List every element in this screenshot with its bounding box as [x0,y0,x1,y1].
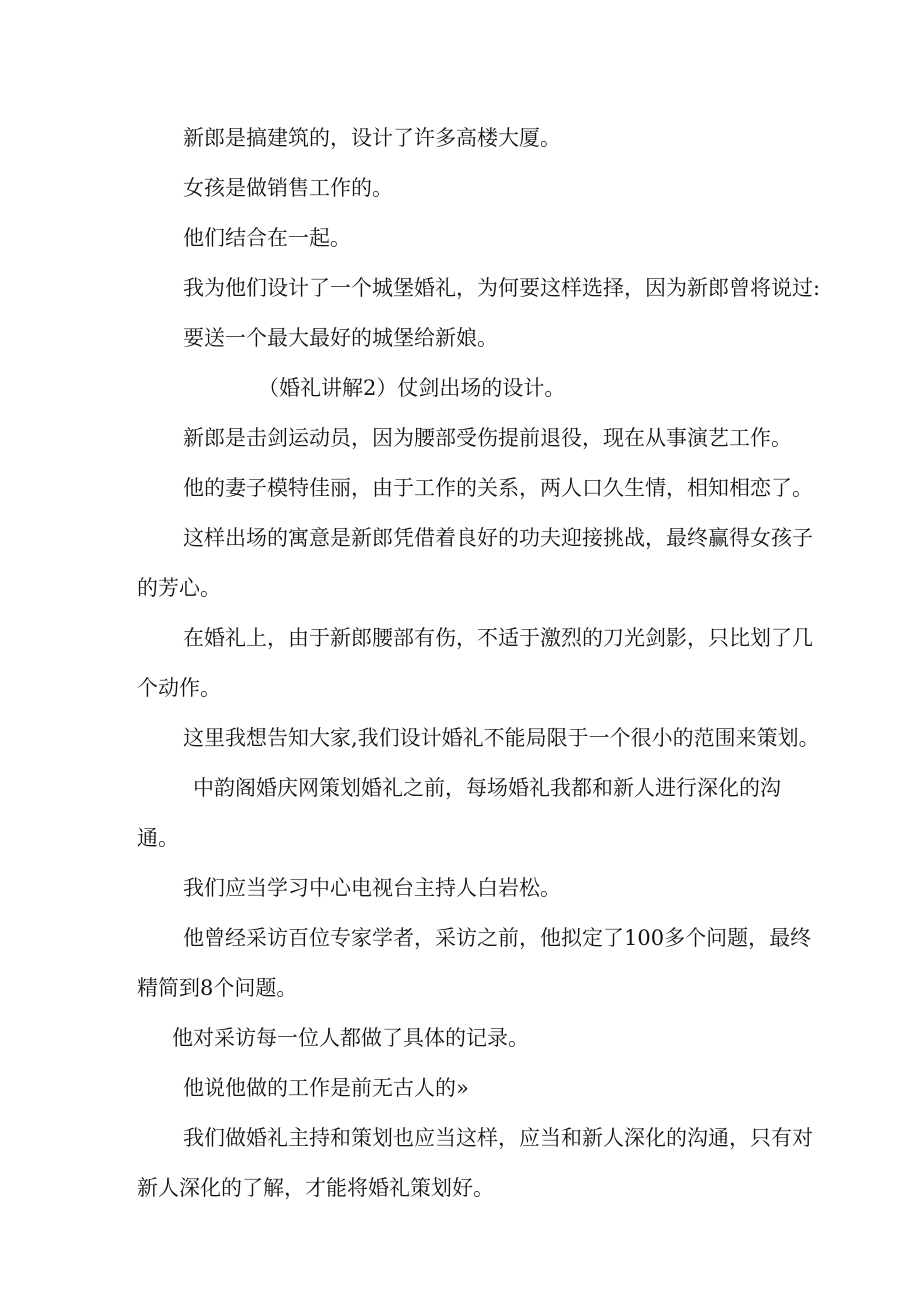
paragraph-line: 个动作。 [137,676,221,700]
paragraph-line: 新郎是击剑运动员，因为腰部受伤提前退役，现在从事演艺工作。 [183,426,792,450]
paragraph-line: 在婚礼上，由于新郎腰部有伤，不适于激烈的刀光剑影，只比划了几 [183,626,813,650]
section-heading: （婚礼讲解2）仗剑出场的设计。 [258,376,566,400]
paragraph-line: 我们应当学习中心电视台主持人白岩松。 [183,876,561,900]
paragraph-line: 女孩是做销售工作的。 [183,176,393,200]
paragraph-line: 他的妻子模特佳丽，由于工作的关系，两人口久生情，相知相恋了。 [183,476,813,500]
paragraph-line: 中韵阁婚庆网策划婚礼之前，每场婚礼我都和新人进行深化的沟 [193,776,781,800]
paragraph-line: 精简到8个问题。 [137,976,298,1000]
paragraph-line: 这里我想告知大家,我们设计婚礼不能局限于一个很小的范围来策划。 [183,726,820,750]
paragraph-line: 他曾经采访百位专家学者，采访之前，他拟定了100多个问题，最终 [183,926,812,950]
paragraph-line: 要送一个最大最好的城堡给新娘。 [183,326,498,350]
paragraph-line: 新郎是搞建筑的，设计了许多高楼大厦。 [183,126,561,150]
paragraph-line: 我为他们设计了一个城堡婚礼，为何要这样选择，因为新郎曾将说过: [183,276,821,300]
paragraph-line: 的芳心。 [137,576,221,600]
paragraph-line: 他对采访每一位人都做了具体的记录。 [172,1026,529,1050]
paragraph-line: 他们结合在一起。 [183,226,351,250]
paragraph-line: 我们做婚礼主持和策划也应当这样，应当和新人深化的沟通，只有对 [183,1126,813,1150]
paragraph-line: 通。 [137,826,179,850]
paragraph-line: 新人深化的了解，才能将婚礼策划好。 [137,1176,494,1200]
paragraph-line: 这样出场的寓意是新郎凭借着良好的功夫迎接挑战，最终赢得女孩子 [183,526,813,550]
paragraph-line: 他说他做的工作是前无古人的» [183,1076,469,1100]
